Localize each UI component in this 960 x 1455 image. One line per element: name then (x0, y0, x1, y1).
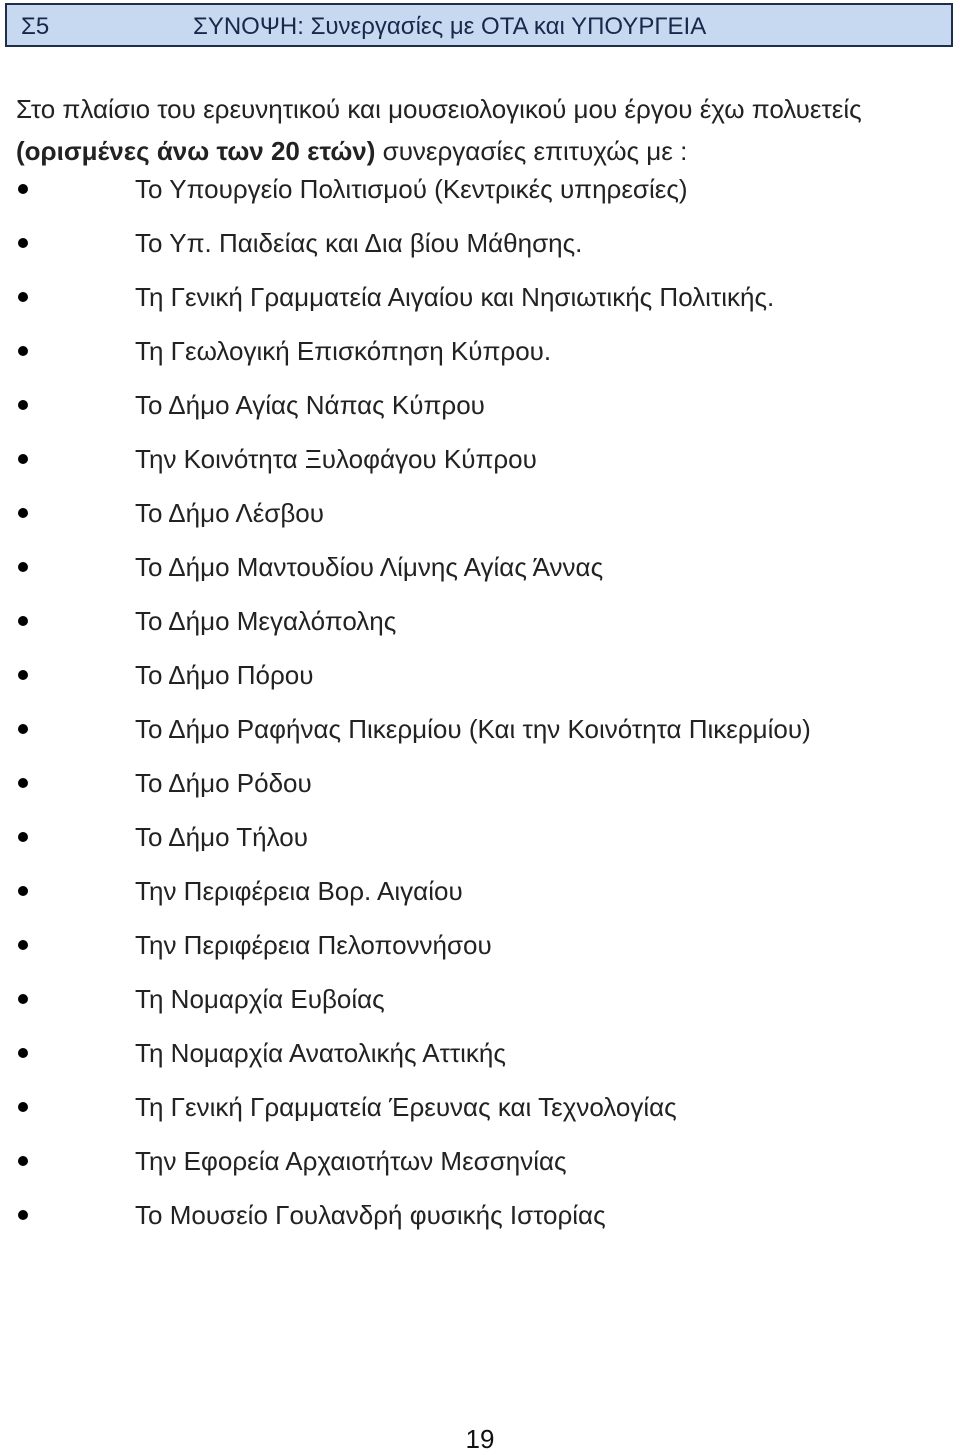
list-item (0, 810, 960, 864)
list-item (0, 1134, 960, 1188)
section-header (5, 3, 953, 47)
bullet-icon (18, 346, 28, 356)
intro-paragraph (16, 88, 936, 172)
list-item (0, 918, 960, 972)
bullet-icon (18, 994, 28, 1004)
bullet-icon (18, 1156, 28, 1166)
bullet-icon (18, 670, 28, 680)
intro-text-before: Στο πλαίσιο του ερευνητικού και μουσειολογικού μου έργου έχω πολυετείς (16, 94, 862, 124)
list-item (0, 378, 960, 432)
list-item-text: Το Δήμο Τήλου (135, 822, 308, 852)
list-item (0, 972, 960, 1026)
bullet-icon (18, 616, 28, 626)
list-item (0, 432, 960, 486)
list-item (0, 216, 960, 270)
list-item-text: Τη Νομαρχία Ευβοίας (135, 984, 385, 1014)
list-item-text: Την Κοινότητα Ξυλοφάγου Κύπρου (135, 444, 537, 474)
list-item-text: Το Υπ. Παιδείας και Δια βίου Μάθησης. (135, 228, 583, 258)
list-item-text: Το Δήμο Μεγαλόπολης (135, 606, 397, 636)
bullet-icon (18, 454, 28, 464)
list-item-text: Το Δήμο Ρόδου (135, 768, 312, 798)
list-item-text: Το Δήμο Λέσβου (135, 498, 324, 528)
list-item (0, 648, 960, 702)
bullet-icon (18, 1210, 28, 1220)
bullet-icon (18, 400, 28, 410)
list-item-text: Την Εφορεία Αρχαιοτήτων Μεσσηνίας (135, 1146, 567, 1176)
bullet-icon (18, 508, 28, 518)
list-item-text: Το Μουσείο Γουλανδρή φυσικής Ιστορίας (135, 1200, 606, 1230)
list-item-text: Το Δήμο Πόρου (135, 660, 314, 690)
list-item-text: Τη Γενική Γραμματεία Έρευνας και Τεχνολογίας (135, 1092, 677, 1122)
bullet-icon (18, 724, 28, 734)
intro-text-after: συνεργασίες επιτυχώς με : (375, 136, 688, 166)
list-item (0, 702, 960, 756)
bullet-icon (18, 940, 28, 950)
bullet-icon (18, 292, 28, 302)
list-item-text: Τη Γενική Γραμματεία Αιγαίου και Νησιωτικής Πολιτικής. (135, 282, 775, 312)
section-title: ΣΥΝΟΨΗ: Συνεργασίες με ΟΤΑ και ΥΠΟΥΡΓΕΙΑ (193, 13, 707, 40)
intro-bold-text: (ορισμένες άνω των 20 ετών) (16, 136, 376, 166)
list-item (0, 864, 960, 918)
page-number: 19 (465, 1424, 495, 1454)
bullet-icon (18, 562, 28, 572)
list-item (0, 594, 960, 648)
bullet-icon (18, 1102, 28, 1112)
list-item (0, 1026, 960, 1080)
list-item (0, 162, 960, 216)
list-item-text: Την Περιφέρεια Πελοποννήσου (135, 930, 492, 960)
list-item-text: Το Δήμο Μαντουδίου Λίμνης Αγίας Άννας (135, 552, 604, 582)
bullet-icon (18, 238, 28, 248)
list-item (0, 756, 960, 810)
bullet-icon (18, 832, 28, 842)
bullet-icon (18, 1048, 28, 1058)
list-item-text: Το Δήμο Ραφήνας Πικερμίου (Και την Κοινότητα Πικερμίου) (135, 714, 811, 744)
list-item (0, 270, 960, 324)
collaborations-list (0, 162, 960, 1242)
list-item (0, 1080, 960, 1134)
bullet-icon (18, 886, 28, 896)
list-item (0, 486, 960, 540)
list-item (0, 1188, 960, 1242)
section-code: Σ5 (21, 13, 50, 40)
list-item-text: Τη Γεωλογική Επισκόπηση Κύπρου. (135, 336, 552, 366)
list-item-text: Το Υπουργείο Πολιτισμού (Κεντρικές υπηρεσίες) (135, 174, 688, 204)
bullet-icon (18, 778, 28, 788)
bullet-icon (18, 184, 28, 194)
list-item-text: Το Δήμο Αγίας Νάπας Κύπρου (135, 390, 485, 420)
list-item-text: Την Περιφέρεια Βορ. Αιγαίου (135, 876, 463, 906)
list-item (0, 540, 960, 594)
list-item-text: Τη Νομαρχία Ανατολικής Αττικής (135, 1038, 506, 1068)
list-item (0, 324, 960, 378)
